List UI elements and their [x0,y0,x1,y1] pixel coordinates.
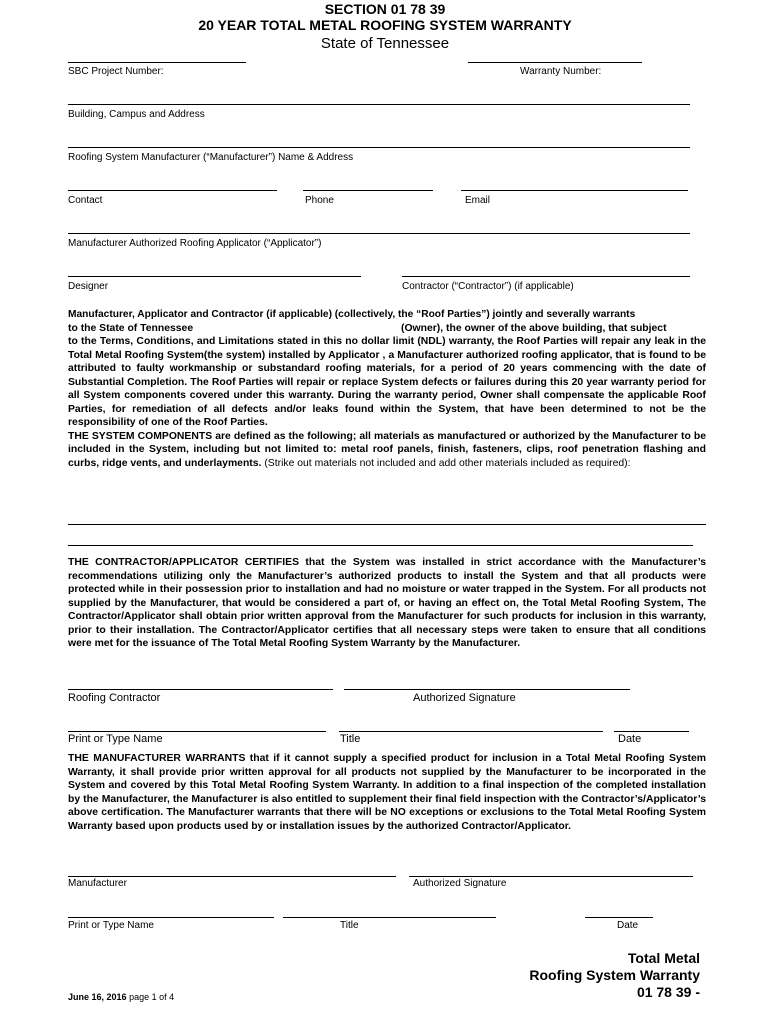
manufacturer-warrants: THE MANUFACTURER WARRANTS that if it cannot supply a specified product for inclusion in a Total Metal Roofing System Warranty, it shall provide prior written approval for all products not supplied by the Manufacturer to be incorporated in the System and covered by this Total Metal Roofing System Warranty. In addition to a final inspection of the completed installation by the Manufacturer, the Manufacturer is also entitled to supplement their final field inspection with the Contractor’s/Applicator’s above certification. The Manufacturer warrants that there will be NO exceptions or exclusions to the Total Metal Roofing System Warranty based upon products used by or installation issues by the authorized Contractor/Applicator. [68,753,706,832]
manufacturer-title-label: Title [340,920,359,931]
warranty-paragraph-line2 [68,322,706,336]
manufacturer-authorized-signature-label: Authorized Signature [413,878,507,889]
owner-clause: (Owner), the owner of the above building, that subject [401,322,667,334]
footer-date: June 16, 2016 [68,992,127,1002]
sbc-project-number-label: SBC Project Number: [68,66,164,77]
system-components-instruction: (Strike out materials not included and add other materials included as required): [264,457,631,469]
warranty-number-label: Warranty Number: [520,66,602,77]
contractor-date-label: Date [618,733,642,745]
system-components-paragraph [68,430,706,471]
footer-section: 01 78 39 - [636,984,700,1000]
contractor-certification: THE CONTRACTOR/APPLICATOR CERTIFIES that the System was installed in strict accordance with the Manufacturer’s recommendations utilizing only the Manufacturer’s authorized products to install the System and that all products were protected while in their possession prior to installation and had no moisture or water trapped in the System. For all products not supplied by the Manufacturer, that would be considered a part of, or having an effect on, the Total Metal Roofing System, The Contractor/Applicator shall obtain prior written approval from the Manufacturer for such products for inclusion in this warranty, prior to their installation. The Contractor/Applicator certifies that all necessary steps were taken to ensure that all conditions were met for the issuance of The Total Metal Roofing System Warranty by the Manufacturer. [68,557,706,649]
owner-state: to the State of Tennessee [68,322,194,334]
contractor-line[interactable] [402,276,690,277]
section-number: SECTION 01 78 39 [324,1,446,17]
contact-line[interactable] [68,190,277,191]
contractor-signature-line[interactable] [344,689,630,690]
document-title: 20 YEAR TOTAL METAL ROOFING SYSTEM WARRANTY [198,17,572,33]
manufacturer-date-label: Date [617,920,639,931]
warranty-number-line[interactable] [468,62,642,63]
email-line[interactable] [461,190,688,191]
footer-page: page 1 of 4 [129,992,175,1002]
roofing-contractor-line[interactable] [68,689,333,690]
manufacturer-name-label: Roofing System Manufacturer (“Manufacturer”) Name & Address [68,152,354,163]
state-subtitle: State of Tennessee [320,35,450,52]
contractor-date-line[interactable] [614,731,689,732]
manufacturer-print-name-line[interactable] [68,917,274,918]
contact-label: Contact [68,195,103,206]
manufacturer-label: Manufacturer [68,878,127,889]
manufacturer-line[interactable] [68,876,396,877]
manufacturer-title-line[interactable] [283,917,496,918]
manufacturer-print-name-label: Print or Type Name [68,920,154,931]
building-line[interactable] [68,104,690,105]
designer-line[interactable] [68,276,361,277]
contractor-authorized-signature-label: Authorized Signature [413,692,516,704]
phone-label: Phone [305,195,334,206]
footer-title [529,950,700,1001]
contractor-title-label: Title [340,733,361,745]
contractor-print-name-label: Print or Type Name [68,733,163,745]
contractor-title-line[interactable] [339,731,603,732]
warranty-paragraph-body: to the Terms, Conditions, and Limitations stated in this no dollar limit (NDL) warranty, the Roof Parties will repair any leak in the Total Metal Roofing System(the system) installed by Applicator , a Manufacturer authorized roofing applicator, that is found to be attributed to faulty workmanship or substandard roofing materials, for a period of 20 years commencing with the date of Substantial Completion. The Roof Parties will repair or replace System defects or failures during this 20 year warranty period for all System components covered under this warranty. During the warranty period, Owner shall compensate the applicable Roof Parties, for remediation of all defects and/or leaks found within the System, that have been determined to not be the responsibility of one of the Roof Parties. [68,336,706,428]
email-label: Email [465,195,491,206]
contractor-print-name-line[interactable] [68,731,326,732]
components-line-1[interactable] [68,524,706,525]
footer-date-page [68,992,174,1002]
roofing-contractor-label: Roofing Contractor [68,692,161,704]
manufacturer-date-line[interactable] [585,917,653,918]
manufacturer-signature-line[interactable] [409,876,693,877]
components-line-2[interactable] [68,545,693,546]
footer-title-1: Total Metal [627,950,700,966]
building-label: Building, Campus and Address [68,109,205,120]
designer-label: Designer [68,281,109,292]
manufacturer-name-line[interactable] [68,147,690,148]
applicator-line[interactable] [68,233,690,234]
sbc-project-number-line[interactable] [68,62,246,63]
contractor-label: Contractor (“Contractor”) (if applicable) [402,281,574,292]
footer-title-2: Roofing System Warranty [529,967,700,983]
applicator-label: Manufacturer Authorized Roofing Applicator (“Applicator”) [68,238,322,249]
warranty-paragraph-line1: Manufacturer, Applicator and Contractor (if applicable) (collectively, the “Roof Parties”) jointly and severally warrants [68,309,636,320]
system-components-text: THE SYSTEM COMPONENTS are defined as the following; all materials as manufactured or authorized by the Manufacturer to be included in the System, including but not limited to: metal roof panels, finish, fasteners, clips, roof penetration flashing and curbs, ridge vents, and underlayments. [68,430,706,469]
phone-line[interactable] [303,190,433,191]
warranty-paragraph [68,308,706,470]
